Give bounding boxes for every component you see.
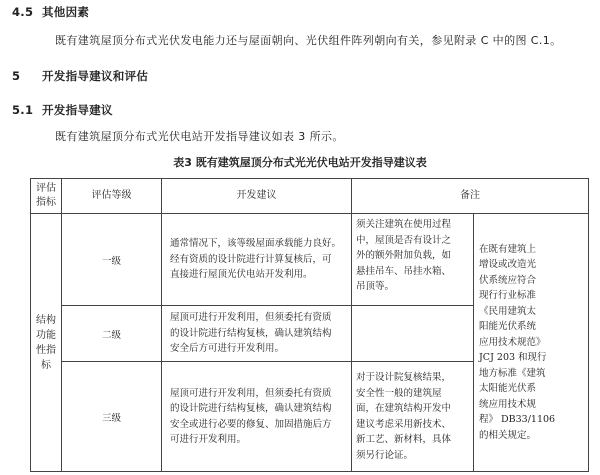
- advice-line: 屋顶可进行开发利用，但须委托有资质: [170, 312, 332, 324]
- indicator-line: 结构: [36, 314, 56, 326]
- note-line: 建议考虑采用新技术、: [356, 418, 452, 430]
- advice-cell: [162, 214, 352, 306]
- advice-line: 经有资质的设计院进行计算复核后，可: [170, 253, 332, 265]
- note-line: 吊顶等。: [356, 281, 395, 292]
- section-title: 其他因素: [42, 5, 90, 19]
- advice-cell: [162, 306, 352, 362]
- note-line: 对于设计院复核结果，: [356, 372, 452, 383]
- advice-line: 直接进行屋顶光伏电站开发利用。: [170, 269, 313, 281]
- outer-note-line: 伏系统应符合: [479, 274, 537, 286]
- advice-line: 屋顶可进行开发利用，但须委托有资质: [170, 387, 332, 399]
- note-line: 面，在建筑结构开发中: [356, 403, 452, 414]
- note-cell: [352, 214, 474, 306]
- advice-line: 通常情况下，该等级屋面承载能力良好。: [170, 238, 342, 250]
- outer-note-line: 增设或改造光: [479, 259, 537, 271]
- outer-note-line: 的相关规定。: [479, 429, 537, 441]
- section-4-5-heading: [12, 4, 89, 20]
- table-row: [31, 214, 589, 306]
- note-line: 悬挂吊车、吊挂水箱、: [356, 265, 452, 277]
- header-advice: 开发建议: [162, 179, 352, 214]
- header-indicator-line: 评估: [36, 183, 56, 194]
- section-title: 开发指导建议: [42, 103, 113, 117]
- grade-cell: 三级: [62, 362, 162, 472]
- table-caption: 表3 既有建筑屋顶分布式光光伏电站开发指导建议表: [173, 156, 427, 169]
- note-cell-empty: [352, 306, 474, 362]
- paragraph-4-5: 既有建筑屋顶分布式光伏发电能力还与屋面朝向、光伏组件阵列朝向有关，参见附录 C 中的图 C.1。: [55, 34, 562, 47]
- grade-cell: 二级: [62, 306, 162, 362]
- note-cell: [352, 362, 474, 472]
- outer-note-line: 阳能光伏系统: [479, 321, 537, 333]
- outer-note-line: 现行行业标准: [479, 290, 537, 302]
- outer-note-cell: [474, 214, 589, 472]
- grade-cell: 一级: [62, 214, 162, 306]
- header-grade: 评估等级: [62, 179, 162, 214]
- advice-line: 的设计院进行结构复核，确认建筑结构: [170, 327, 332, 339]
- advice-line: 安全后方可进行开发利用。: [170, 343, 285, 355]
- outer-note-line: 程》 DB33/1106: [479, 414, 556, 426]
- outer-note-line: 地方标准《建筑: [479, 367, 546, 379]
- advice-line: 可进行开发利用。: [170, 434, 247, 445]
- header-indicator: [31, 179, 62, 214]
- section-number: 5.1: [12, 103, 34, 117]
- advice-cell: [162, 362, 352, 472]
- note-line: 须关注建筑在使用过程: [356, 219, 452, 230]
- section-title: 开发指导建议和评估: [42, 69, 149, 83]
- indicator-line: 标: [41, 359, 51, 371]
- guidance-table: [30, 178, 589, 472]
- outer-note-line: JCJ 203 和现行: [479, 352, 547, 364]
- table-header-row: [31, 179, 589, 214]
- outer-note-line: 《民用建筑太: [479, 305, 537, 317]
- note-line: 中，屋顶是否有设计之: [356, 234, 452, 246]
- indicator-line: 性指: [36, 344, 56, 356]
- advice-line: 安全或进行必要的修复、加固措施后方: [170, 418, 332, 430]
- indicator-line: 功能: [36, 329, 56, 341]
- paragraph-5-1: 既有建筑屋顶分布式光伏电站开发指导建议如表 3 所示。: [55, 130, 344, 143]
- advice-line: 的设计院进行结构复核，确认建筑结构: [170, 403, 332, 414]
- outer-note-line: 太阳能光伏系: [479, 383, 537, 395]
- header-indicator-line: 指标: [36, 197, 56, 208]
- indicator-cell: [31, 214, 62, 472]
- note-line: 外的额外附加负载，如: [356, 250, 452, 261]
- note-line: 须另行论证。: [356, 449, 414, 461]
- note-line: 新工艺、新材料，具体: [356, 434, 452, 445]
- outer-note-line: 在既有建筑上: [479, 243, 537, 255]
- header-notes: 备注: [352, 179, 589, 214]
- outer-note-line: 统应用技术规: [479, 398, 537, 410]
- section-5-1-heading: [12, 102, 113, 118]
- section-number: 5: [12, 69, 21, 83]
- outer-note-line: 应用技术规范》: [479, 336, 546, 348]
- section-5-heading: [12, 68, 148, 84]
- note-line: 安全性一般的建筑屋: [356, 387, 442, 399]
- section-number: 4.5: [12, 5, 34, 19]
